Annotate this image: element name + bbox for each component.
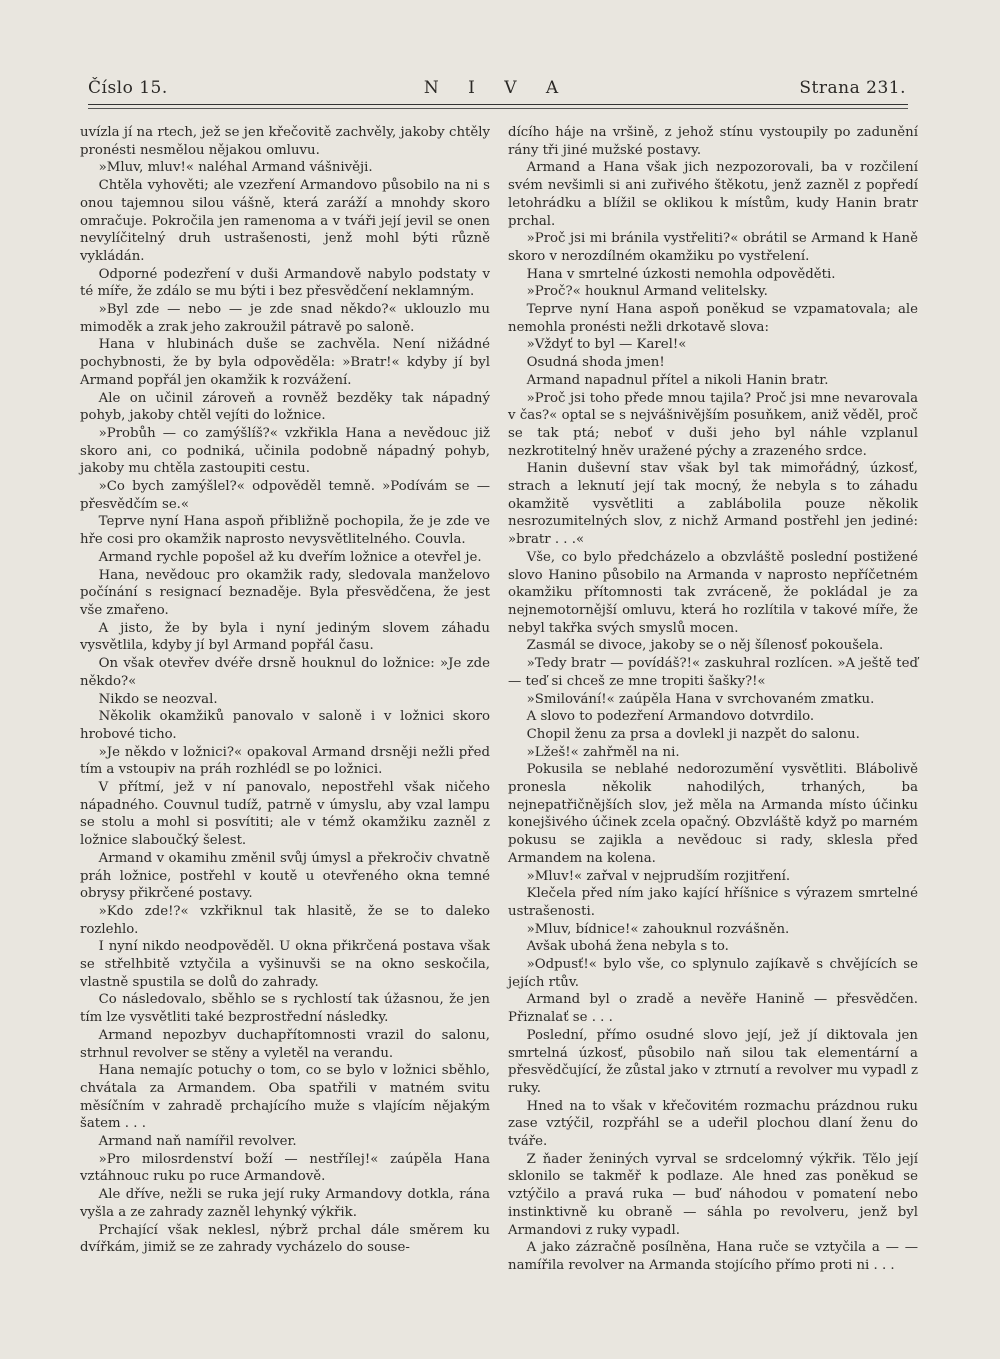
paragraph: Několik okamžiků panovalo v saloně i v ložnici skoro hrobové ticho.: [80, 709, 490, 742]
paragraph: Z ňader ženiných vyrval se srdcelomný výkřik. Tělo její sklonilo se takměř k podlaze. Ale hned zas poněkud se vztýčilo a pravá ruka — buď náhodou v pomatení nebo instinktivně ku obraně — sáhla po revolveru, jenž byl Armandovi z ruky vypadl.: [508, 1151, 918, 1238]
paragraph: »Lžeš!« zahřměl na ni.: [526, 744, 680, 760]
right-column: [508, 124, 918, 1275]
paragraph: Armand rychle popošel až ku dveřím ložnice a otevřel je.: [98, 549, 482, 565]
paragraph: »Proč?« houknul Armand velitelsky.: [526, 284, 768, 300]
paragraph: Hana v hlubinách duše se zachvěla. Není nižádné pochybnosti, že by byla odpověděla: »Bratr!« kdyby jí byl Armand popřál jen okamžik k rozvážení.: [80, 337, 490, 388]
paragraph: Hanin duševní stav však byl tak mimořádný, úzkosť, strach a leknutí její tak mocný, že nebyla s to záhadu okamžitě vysvětliti a zablábolila pouze několik nesrozumitelných slov, z nichž Armand postřehl jen jediné: »bratr . . .«: [508, 461, 918, 548]
paragraph: A slovo to podezření Armandovo dotvrdilo.: [526, 709, 815, 725]
paragraph: »Tedy bratr — povídáš?!« zaskuhral rozlícen. »A ještě teď — teď si chceš ze mne tropiti šašky?!«: [508, 656, 918, 689]
paragraph: »Probůh — co zamýšlíš?« vzkřikla Hana a nevědouc již skoro ani, co podniká, učinila podobně nápadný pohyb, jakoby mu chtěla zastoupiti cestu.: [80, 425, 490, 477]
paragraph: Teprve nyní Hana aspoň přibližně pochopila, že je zde ve hře cosi pro okamžik naprosto nevysvětlitelného. Couvla.: [80, 514, 490, 548]
paragraph: »Pro milosrdenství boží — nestřílej!« zaúpěla Hana vztáhnouc ruku po ruce Armandově.: [80, 1151, 490, 1185]
paragraph: Hana, nevědouc pro okamžik rady, sledovala manželovo počínání s resignací beznaděje. Byla přesvědčena, že jest vše zmařeno.: [80, 567, 490, 618]
paragraph: Armand byl o zradě a nevěře Hanině — přesvědčen. Přiznalať se . . .: [508, 992, 918, 1026]
paragraph: Hana v smrtelné úzkosti nemohla odpověděti.: [526, 266, 836, 282]
issue-number: Číslo 15.: [88, 78, 168, 98]
header-rule: [88, 104, 908, 105]
paragraph: »Smilování!« zaúpěla Hana v svrchovaném zmatku.: [526, 691, 875, 707]
paragraph: »Proč jsi toho přede mnou tajila? Proč jsi mne nevarovala v čas?« optal se s nejvášnivějším posuňkem, aniž věděl, proč se tak ptá; neboť v duši jeho byl náhle vzplanul nezkrotitelný hněv uražené pýchy a zrazeného srdce.: [508, 390, 918, 459]
paragraph: »Kdo zde!?« vzkřiknul tak hlasitě, že se to daleko rozlehlo.: [80, 903, 490, 937]
paragraph: »Proč jsi mi bránila vystřeliti?« obrátil se Armand k Haně skoro v nerozdílném okamžiku po vystřelení.: [508, 231, 918, 264]
paragraph: Pokusila se neblahé nedorozumění vysvětliti. Blábolivě pronesla několik nahodilých, trhaných, ba nejnepatřičnějších slov, jež měla na Armanda místo účinku konejšivého účinek zcela opačný. Obzvláště když po marném pokusu se zajikla a nevědouc si rady, sklesla před Armandem na kolena.: [508, 762, 918, 866]
paragraph: dícího háje na vršině, z jehož stínu vystoupily po zadunění rány tři jiné mužské postavy.: [508, 125, 918, 158]
paragraph: Armand nepozbyv duchapřítomnosti vrazil do salonu, strhnul revolver se stěny a vyletěl na verandu.: [80, 1027, 490, 1061]
paragraph: Armand v okamihu změnil svůj úmysl a překročiv chvatně práh ložnice, postřehl v koutě u otevřeného okna temné obrysy přikrčené postavy.: [80, 850, 490, 902]
paragraph: Armand naň namířil revolver.: [98, 1134, 297, 1150]
paragraph: Nikdo se neozval.: [98, 691, 218, 707]
paragraph: Ale on učinil zároveň a rovněž bezděky tak nápadný pohyb, jakoby chtěl vejíti do ložnice.: [80, 390, 490, 424]
paragraph: »Byl zde — nebo — je zde snad někdo?« uklouzlo mu mimoděk a zrak jeho zakroužil pátravě po saloně.: [80, 302, 490, 335]
paragraph: Avšak ubohá žena nebyla s to.: [526, 939, 729, 955]
paragraph: Klečela před ním jako kající hříšnice s výrazem smrtelné ustrašenosti.: [508, 886, 918, 919]
paragraph: Ale dříve, nežli se ruka její ruky Armandovy dotkla, rána vyšla a ze zahrady zazněl lehynký výkřik.: [80, 1187, 490, 1220]
magazine-title: N I V A: [423, 78, 571, 98]
paragraph: Zasmál se divoce, jakoby se o něj šílenosť pokoušela.: [526, 638, 884, 654]
paragraph: Chtěla vyhověti; ale vzezření Armandovo působilo na ni s onou tajemnou silou vášně, která zaráží a mnohdy skoro omračuje. Pokročila jen ramenoma a v tváři její jevil se onen nevylíčitelný druh ustrašenosti, jenž mohl býti různě vykládán.: [80, 178, 490, 264]
paragraph: Armand a Hana však jich nezpozorovali, ba v rozčilení svém nevšimli si ani zuřivého štěkotu, jenž zazněl z popředí letohrádku a blížil se oklikou k místům, kudy Hanin bratr prchal.: [508, 160, 918, 229]
paragraph: On však otevřev dvéře drsně houknul do ložnice: »Je zde někdo?«: [80, 656, 490, 689]
paragraph: »Je někdo v ložnici?« opakoval Armand drsněji nežli před tím a vstoupiv na práh rozhlédl se po ložnici.: [80, 744, 490, 778]
paragraph: »Mluv, mluv!« naléhal Armand vášnivěji.: [98, 160, 373, 176]
paragraph: A jako zázračně posílněna, Hana ruče se vztyčila a — — namířila revolver na Armanda stojícího přímo proti ni . . .: [508, 1240, 918, 1273]
paragraph: Poslední, přímo osudné slovo její, jež jí diktovala jen smrtelná úzkosť, působilo naň silou tak elementární a přesvědčující, že zůstal jako v ztrnutí a revolver mu vypadl z ruky.: [508, 1027, 918, 1096]
paragraph: uvízla jí na rtech, jež se jen křečovitě zachvěly, jakoby chtěly pronésti nesmělou nějakou omluvu.: [80, 125, 490, 158]
paragraph: Prchající však neklesl, nýbrž prchal dále směrem ku dvířkám, jimiž se ze zahrady vycházelo do souse-: [80, 1222, 490, 1256]
paragraph: V přítmí, jež v ní panovalo, nepostřehl však ničeho nápadného. Couvnul tudíž, patrně v úmyslu, aby vzal lampu se stolu a mohl si posvítiti; ale v témž okamžiku zazněl z ložnice slaboučký šelest.: [80, 780, 490, 849]
paragraph: »Odpusť!« bylo vše, co splynulo zajíkavě s chvějících se jejích rtův.: [508, 957, 918, 990]
paragraph: Hned na to však v křečovitém rozmachu prázdnou ruku zase vztýčil, rozpřáhl se a udeřil plochou dlaní ženu do tváře.: [508, 1098, 918, 1150]
paragraph: Vše, co bylo předcházelo a obzvláště poslední postižené slovo Hanino působilo na Armanda v naprosto nepříčetném okamžiku přítomnosti tak zvráceně, že pokládal je za nejnemotornější omluvu, která ho rozlítila v takové míře, že nebyl takřka svých smyslů mocen.: [508, 549, 918, 636]
page-number: Strana 231.: [799, 78, 906, 98]
paragraph: I nyní nikdo neodpověděl. U okna přikrčená postava však se střelhbitě vztyčila a vyšinuvši se na okno seskočila, vlastně spustila se dolů do zahrady.: [80, 939, 490, 990]
paragraph: »Vždyť to byl — Karel!«: [526, 337, 687, 353]
paragraph: Armand napadnul přítel a nikoli Hanin bratr.: [526, 372, 829, 388]
paragraph: Chopil ženu za prsa a dovlekl ji nazpět do salonu.: [526, 726, 860, 742]
paragraph: Odporné podezření v duši Armandově nabylo podstaty v té míře, že zdálo se mu býti i bez přesvědčení neklamným.: [80, 266, 490, 300]
paragraph: Hana nemajíc potuchy o tom, co se bylo v ložnici sběhlo, chvátala za Armandem. Oba spatřili v matném svitu měsíčním v zahradě prchajícího muže s vlajícím nějakým šatem . . .: [80, 1063, 490, 1132]
paragraph: »Co bych zamýšlel?« odpověděl temně. »Podívám se — přesvědčím se.«: [80, 479, 490, 512]
left-column: [80, 124, 490, 1257]
paragraph: »Mluv, bídnice!« zahouknul rozvášněn.: [526, 921, 790, 937]
paragraph: »Mluv!« zařval v nejprudším rozjitření.: [526, 868, 791, 884]
page-header: [88, 78, 906, 104]
paragraph: Co následovalo, sběhlo se s rychlostí tak úžasnou, že jen tím lze vysvětliti také bezprostřední následky.: [80, 992, 490, 1026]
paragraph: Teprve nyní Hana aspoň poněkud se vzpamatovala; ale nemohla pronésti nežli drkotavě slova:: [508, 302, 918, 335]
paragraph: Osudná shoda jmen!: [526, 355, 665, 371]
paragraph: A jisto, že by byla i nyní jediným slovem záhadu vysvětlila, kdyby jí byl Armand popřál času.: [80, 620, 490, 654]
header-rule-secondary: [88, 108, 908, 109]
